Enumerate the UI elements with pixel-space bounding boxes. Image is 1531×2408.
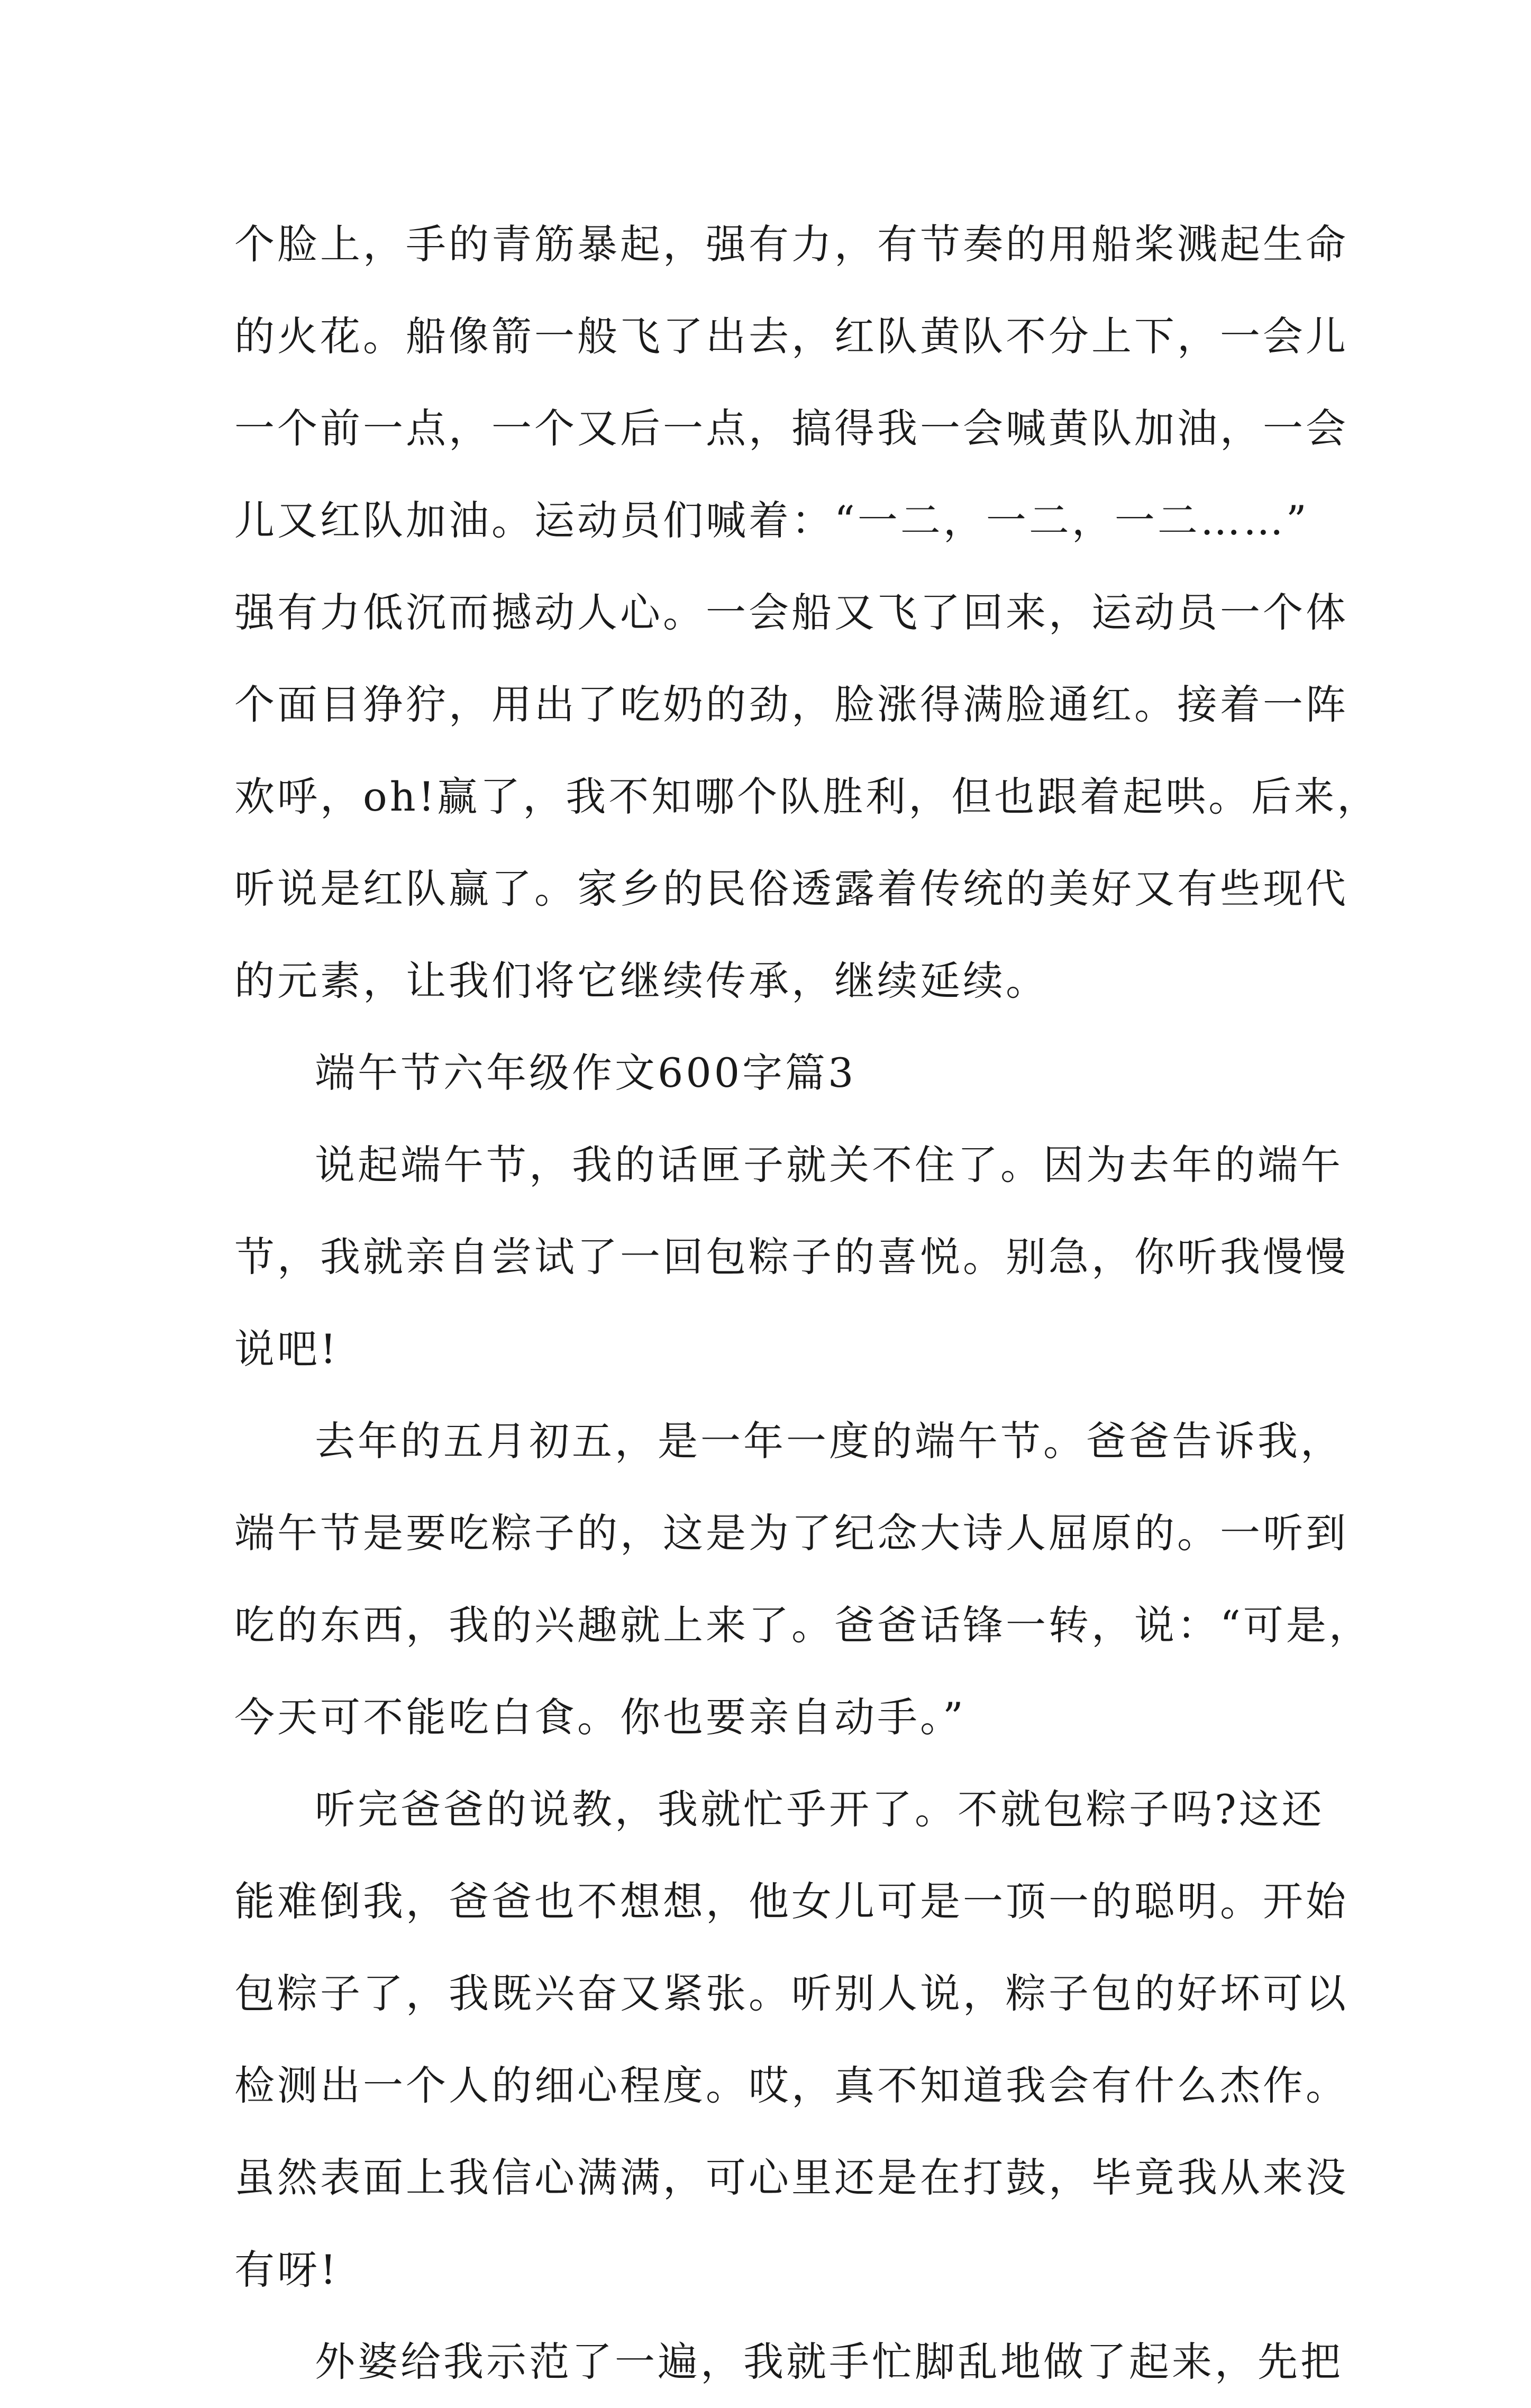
text-line: 的火花。船像箭一般飞了出去，红队黄队不分上下，一会儿 bbox=[234, 313, 1348, 360]
text-line: 端午节是要吃粽子的，这是为了纪念大诗人屈原的。一听到 bbox=[234, 1510, 1348, 1557]
paragraph-start-line: 外婆给我示范了一遍，我就手忙脚乱地做了起来，先把 bbox=[315, 2338, 1343, 2385]
text-line: 个面目狰狞，用出了吃奶的劲，脸涨得满脸通红。接着一阵 bbox=[234, 681, 1348, 728]
text-line: 欢呼，oh!赢了，我不知哪个队胜利，但也跟着起哄。后来， bbox=[234, 773, 1380, 820]
text-line: 今天可不能吃白食。你也要亲自动手。” bbox=[234, 1694, 966, 1741]
text-line: 虽然表面上我信心满满，可心里还是在打鼓，毕竟我从来没 bbox=[234, 2154, 1348, 2201]
paragraph-start-line: 去年的五月初五，是一年一度的端午节。爸爸告诉我， bbox=[315, 1417, 1343, 1465]
text-line: 吃的东西，我的兴趣就上来了。爸爸话锋一转，说：“可是， bbox=[234, 1602, 1372, 1649]
text-line: 一个前一点，一个又后一点，搞得我一会喊黄队加油，一会 bbox=[234, 405, 1348, 452]
text-line: 说吧! bbox=[234, 1325, 339, 1373]
text-line: 听说是红队赢了。家乡的民俗透露着传统的美好又有些现代 bbox=[234, 865, 1348, 912]
text-line: 个脸上，手的青筋暴起，强有力，有节奏的用船桨溅起生命 bbox=[234, 221, 1348, 268]
text-line: 能难倒我，爸爸也不想想，他女儿可是一顶一的聪明。开始 bbox=[234, 1878, 1348, 1925]
text-line: 检测出一个人的细心程度。哎，真不知道我会有什么杰作。 bbox=[234, 2062, 1348, 2109]
text-line: 的元素，让我们将它继续传承，继续延续。 bbox=[234, 957, 1049, 1004]
paragraph-start-line: 说起端午节，我的话匣子就关不住了。因为去年的端午 bbox=[315, 1141, 1343, 1188]
paragraph-start-line: 听完爸爸的说教，我就忙乎开了。不就包粽子吗?这还 bbox=[315, 1786, 1325, 1833]
text-line: 有呀! bbox=[234, 2246, 339, 2293]
text-line: 儿又红队加油。运动员们喊着：“一二，一二，一二……” bbox=[234, 497, 1309, 544]
document-body bbox=[234, 198, 1380, 2408]
section-heading: 端午节六年级作文600字篇3 bbox=[315, 1049, 856, 1096]
text-line: 强有力低沉而撼动人心。一会船又飞了回来，运动员一个体 bbox=[234, 589, 1348, 636]
text-line: 节，我就亲自尝试了一回包粽子的喜悦。别急，你听我慢慢 bbox=[234, 1233, 1348, 1280]
text-line: 包粽子了，我既兴奋又紧张。听别人说，粽子包的好坏可以 bbox=[234, 1970, 1348, 2017]
